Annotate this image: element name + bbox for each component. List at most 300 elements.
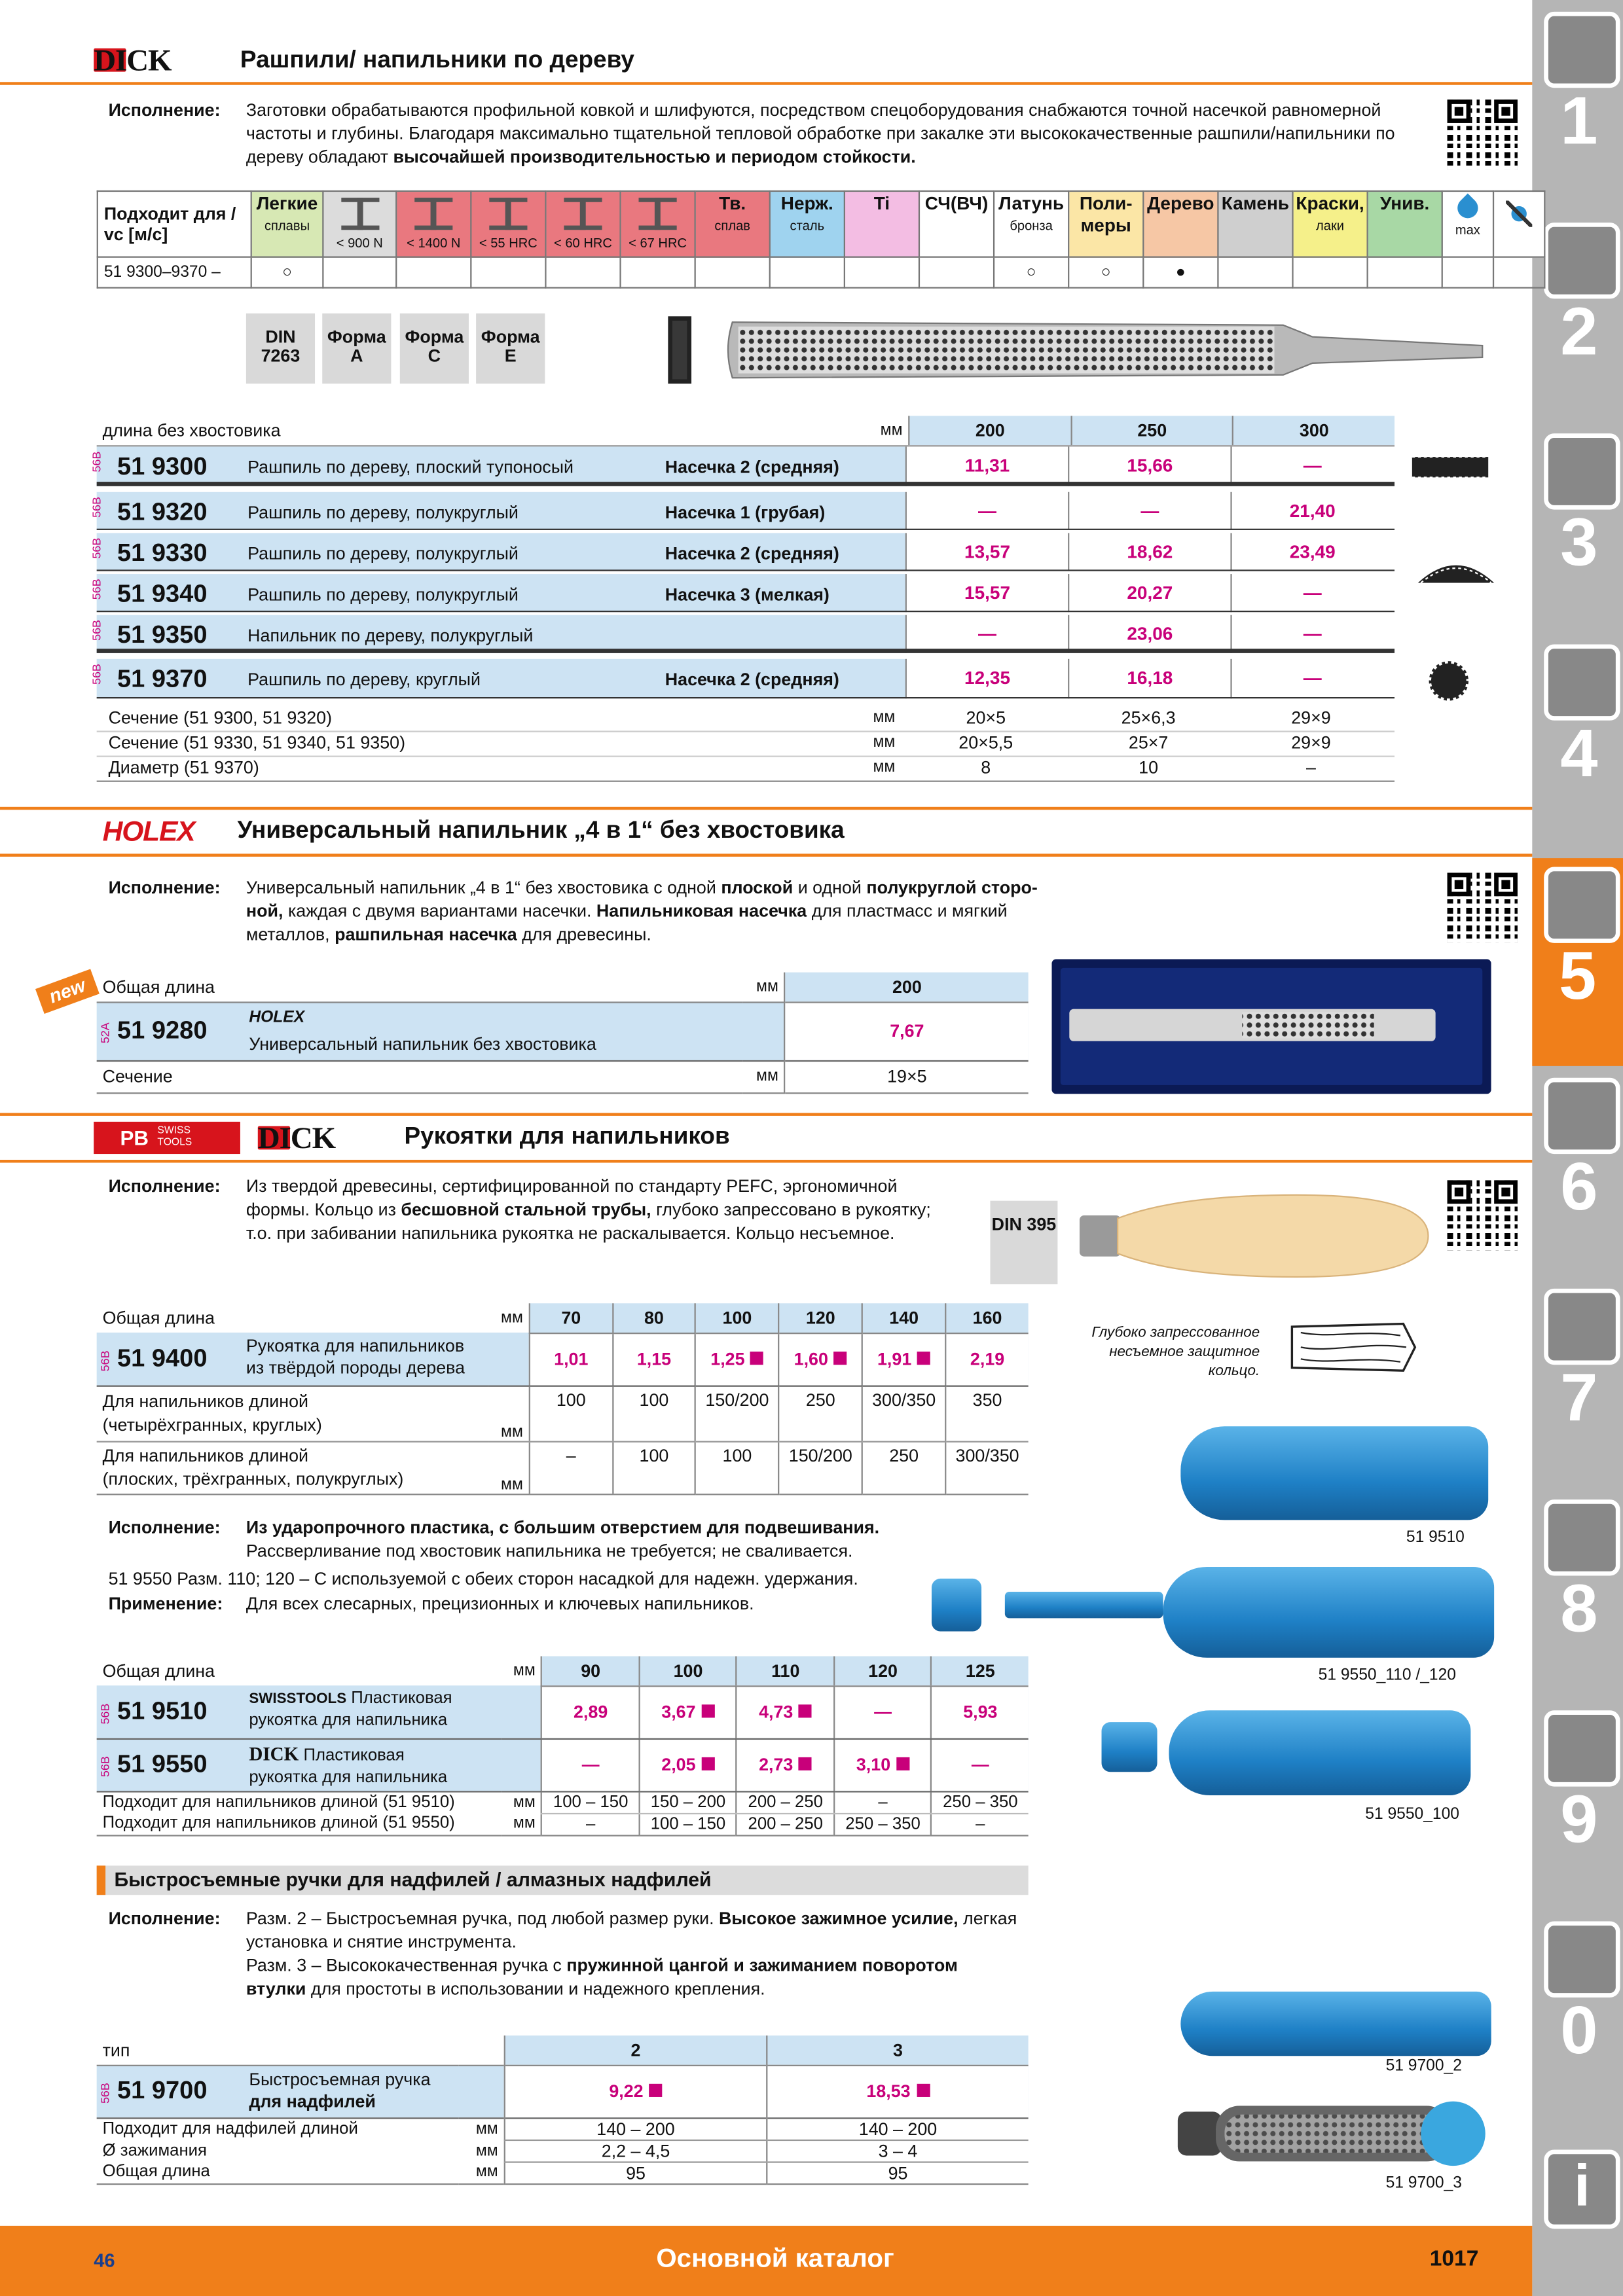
size-header: 3	[767, 2036, 1028, 2065]
steel-beam-icon	[489, 198, 527, 230]
din-badge: DIN 395	[990, 1201, 1057, 1285]
price: 20,27	[1068, 574, 1230, 612]
unit: мм	[513, 1793, 536, 1812]
price: 9,22	[505, 2065, 767, 2118]
price: 15,57	[905, 574, 1068, 612]
new-badge: new	[35, 969, 100, 1013]
price: 2,89	[542, 1685, 640, 1738]
spec-value: 250 – 350	[834, 1813, 932, 1835]
spec-value: –	[1305, 757, 1316, 778]
rasp-image	[668, 310, 1488, 389]
price: —	[834, 1685, 932, 1738]
holex-logo: HOLEX	[102, 817, 195, 848]
spec-value: 140 – 200	[767, 2117, 1028, 2140]
steel-beam-icon	[639, 198, 677, 230]
article-desc: Рашпиль по дереву, полукруглый	[247, 502, 519, 523]
chapter-icon	[1544, 2150, 1620, 2229]
subsection-title: Быстросъемные ручки для надфилей / алмазных надфилей	[114, 1868, 712, 1891]
pb-swiss-tools-logo: PB SWISS TOOLS	[94, 1122, 240, 1154]
article-desc: Быстросъемная ручка для надфилей	[249, 2068, 431, 2111]
size-header: 140	[862, 1303, 945, 1333]
ring-section-drawing	[1286, 1315, 1421, 1379]
spec-value: 29×9	[1291, 732, 1331, 753]
unit: мм	[756, 1067, 778, 1085]
exec-text: Заготовки обрабатываются профильной ковкой и шлифуются, посредством спецоборудования снабжаются точной насечкой равномерной частоты и глубины. Благодаря максимально тщательной тепловой обработке при закалке эти высококачественные рашпили/напильники по дереву обладают высочайшей производительностью и периодом стойкости.	[246, 99, 1395, 168]
material-col: < 900 N	[323, 191, 396, 257]
flat-profile-icon	[1409, 451, 1497, 486]
size-header: 70	[530, 1303, 613, 1333]
exec-label: Исполнение:	[108, 877, 221, 898]
material-col: Ti	[845, 191, 919, 257]
col-header-type: тип	[102, 2039, 130, 2060]
price: —	[1230, 615, 1393, 653]
price: 1,01	[530, 1333, 613, 1386]
steel-beam-icon	[414, 198, 452, 230]
image-label: 51 9700_3	[1385, 2174, 1462, 2193]
spec-label: Подходит для напильников длиной (51 9510)	[102, 1793, 455, 1812]
spec-label: Для напильников длиной (четырёхгранных, круглых)	[97, 1386, 488, 1441]
article-desc: Рашпиль по дереву, полукруглый	[247, 543, 519, 564]
article-desc: Напильник по дереву, полукруглый	[247, 625, 534, 646]
exec-text: Универсальный напильник „4 в 1“ без хвостовика с одной плоской и одной полукруглой сторо- ной, каждая с двумя вариантами насечки. Напильниковая насечка для пластмасс и мягкий металлов, рашпильная насечка для древесины.	[246, 877, 1038, 945]
spec-value: 250	[779, 1386, 862, 1441]
material-col: Камень	[1218, 191, 1292, 257]
material-col: Тв. сплав	[695, 191, 770, 257]
chapter-number: 0	[1560, 1991, 1598, 2068]
application-label: Применение:	[108, 1593, 223, 1614]
material-col: Унив.	[1368, 191, 1442, 257]
price: 23,49	[1230, 533, 1393, 571]
article-number[interactable]: 51 9700	[117, 2076, 208, 2105]
chapter-tab-5[interactable]	[1532, 858, 1623, 1066]
material-col: Дерево	[1143, 191, 1218, 257]
spec-value: –	[542, 1813, 640, 1835]
article-desc: DICK Пластиковая рукоятка для напильника	[249, 1742, 448, 1786]
table-row	[90, 615, 1395, 653]
spec-value: 150/200	[779, 1441, 862, 1494]
unit: мм	[867, 416, 909, 445]
spec-value: 100	[613, 1441, 696, 1494]
chapter-tab-9[interactable]	[1541, 1702, 1617, 1910]
unit: мм	[873, 758, 896, 776]
price: —	[1230, 574, 1393, 612]
spec-value: 200 – 250	[737, 1791, 834, 1813]
application-text: Для всех слесарных, прецизионных и ключевых напильников.	[246, 1593, 754, 1614]
material-mark	[695, 257, 770, 288]
subsection-bar	[97, 1865, 1029, 1895]
size-header: 120	[779, 1303, 862, 1333]
cut-type: Насечка 3 (мелкая)	[665, 584, 830, 605]
price: 2,19	[945, 1333, 1028, 1386]
unit: мм	[873, 733, 896, 751]
size-header: 200	[785, 973, 1029, 1002]
plastic-adapter-image	[1005, 1592, 1163, 1618]
quick-release-handle-image	[1180, 1992, 1491, 2056]
chapter-number: 9	[1560, 1780, 1598, 1857]
price: 18,53	[767, 2065, 1028, 2118]
collet-handle-image	[1172, 2094, 1494, 2176]
chapter-tab-4[interactable]	[1541, 636, 1617, 844]
chapter-tab-3[interactable]	[1541, 425, 1617, 633]
chapter-icon	[1544, 12, 1620, 88]
spec-value: 300/350	[945, 1441, 1028, 1494]
chapter-icon	[1544, 1078, 1620, 1154]
material-mark	[919, 257, 994, 288]
page-number-left: 46	[94, 2249, 115, 2272]
exec-text: Из ударопрочного пластика, с большим отверстием для подвешивания. Рассверливание под хвостовик напильника не требуется; не сваливается.	[246, 1516, 880, 1562]
article-number[interactable]: 51 9510	[117, 1696, 208, 1725]
size-header: 300	[1233, 416, 1395, 445]
spec-value: 19×5	[785, 1060, 1029, 1092]
ring-caption: Глубоко запрессованное несъемное защитное кольцо.	[1091, 1325, 1260, 1380]
chapter-number: 8	[1560, 1570, 1598, 1646]
material-mark	[845, 257, 919, 288]
plastic-handle-image	[1169, 1710, 1470, 1795]
material-mark: ○	[994, 257, 1068, 288]
price: 5,93	[932, 1685, 1029, 1738]
article-desc: SWISSTOOLS Пластиковая рукоятка для напильника	[249, 1689, 452, 1730]
col-header-length: Общая длина	[102, 1660, 215, 1681]
chapter-icon	[1544, 223, 1620, 298]
chapter-icon	[1544, 867, 1620, 943]
cut-type: Насечка 1 (грубая)	[665, 502, 826, 523]
material-mark	[323, 257, 396, 288]
article-number[interactable]: 51 9300	[117, 452, 208, 480]
chapter-tab-0[interactable]	[1541, 1912, 1617, 2121]
spec-value: 29×9	[1291, 707, 1331, 728]
chapter-tab-6[interactable]	[1541, 1069, 1617, 1277]
price: 18,62	[1068, 533, 1230, 571]
material-header: Подходит для / vc [м/с]	[98, 191, 251, 257]
price: 1,25	[695, 1333, 778, 1386]
exec-text: Разм. 2 – Быстросъемная ручка, под любой размер руки. Высокое зажимное усилие, легкая установка и снятие инструмента. Разм. 3 – Высококачественная ручка с пружинной цангой и зажиманием поворотом втулки для простоты в использовании и надежного крепления.	[246, 1908, 1017, 2000]
plastic-cap-image	[1102, 1722, 1158, 1772]
catalog-code: 56B	[90, 451, 103, 473]
spec-value: 8	[981, 757, 991, 778]
table-row	[90, 574, 1395, 612]
spec-value: 20×5,5	[958, 732, 1013, 753]
price: —	[905, 615, 1068, 653]
article-number[interactable]: 51 9320	[117, 497, 208, 526]
unit: мм	[475, 2163, 498, 2181]
unit: мм	[488, 1386, 530, 1441]
spec-value: –	[932, 1813, 1029, 1835]
spec-label: Диаметр (51 9370)	[108, 757, 259, 778]
unit: мм	[488, 1441, 530, 1494]
chapter-number: 4	[1560, 714, 1598, 791]
size-header: 2	[505, 2036, 767, 2065]
article-desc: Рашпиль по дереву, круглый	[247, 669, 481, 690]
material-mark: ○	[1068, 257, 1143, 288]
exec-label: Исполнение:	[108, 1908, 221, 1929]
table-row: 56B 51 9550 DICK Пластиковая рукоятка для напильника	[97, 1738, 542, 1791]
universal-file-image	[1051, 959, 1491, 1094]
catalog-code: 56B	[90, 579, 103, 600]
spec-value: 300/350	[862, 1386, 945, 1441]
spec-value: 3 – 4	[767, 2140, 1028, 2162]
section-title: Рашпили/ напильники по дереву	[240, 46, 634, 73]
price: —	[1230, 446, 1393, 486]
section-title: Рукоятки для напильников	[404, 1123, 730, 1150]
spec-value: 95	[767, 2161, 1028, 2183]
spec-value: 100 – 150	[640, 1813, 737, 1835]
col-header-length: длина без хвостовика	[97, 416, 867, 445]
unit: мм	[756, 978, 778, 996]
qr-code[interactable]	[1448, 1180, 1518, 1250]
material-col: < 55 HRC	[471, 191, 545, 257]
material-mark	[1293, 257, 1368, 288]
size-header: 80	[613, 1303, 696, 1333]
material-col: < 1400 N	[396, 191, 471, 257]
section-divider	[0, 82, 1532, 84]
article-desc: Рашпиль по дереву, плоский тупоносый	[247, 457, 574, 478]
price: 16,18	[1068, 659, 1230, 698]
spec-label: Сечение	[102, 1066, 173, 1087]
info-letter: i	[1573, 2154, 1590, 2219]
chapter-tab-8[interactable]	[1541, 1491, 1617, 1699]
spec-value: –	[834, 1791, 932, 1813]
chapter-tab-2[interactable]	[1541, 214, 1617, 422]
universal-file-table	[97, 973, 1029, 1094]
chapter-tab-7[interactable]	[1541, 1280, 1617, 1488]
material-mark	[1368, 257, 1442, 288]
price: 3,67	[640, 1685, 737, 1738]
spec-label: Для напильников длиной (плоских, трёхгранных, полукруглых)	[97, 1441, 488, 1494]
unit: мм	[873, 708, 896, 726]
section-title: Универсальный напильник „4 в 1“ без хвостовика	[237, 817, 845, 844]
price: 3,10	[834, 1738, 932, 1791]
size-header: 100	[640, 1656, 737, 1685]
catalog-code: 56B	[90, 497, 103, 518]
chapter-number: 5	[1559, 937, 1597, 1014]
no-coolant-icon	[1506, 201, 1532, 227]
unit: мм	[475, 2120, 498, 2138]
article-number[interactable]: 51 9350	[117, 620, 208, 649]
catalog-code: 56B	[90, 620, 103, 641]
spec-row	[97, 730, 1395, 757]
spec-value: –	[530, 1441, 613, 1494]
spec-value: 25×7	[1128, 732, 1169, 753]
price: 13,57	[905, 533, 1068, 571]
size-header: 90	[542, 1656, 640, 1685]
spec-label: Ø зажимания	[102, 2142, 207, 2160]
chapter-number: 3	[1560, 503, 1598, 581]
size-header: 160	[945, 1303, 1028, 1333]
material-mark: ●	[1143, 257, 1218, 288]
price: 2,73	[737, 1738, 834, 1791]
plastic-handle-table	[97, 1656, 1029, 1835]
image-label: 51 9700_2	[1385, 2057, 1462, 2075]
exec-text-extra: 51 9550 Разм. 110; 120 – С используемой с обеих сторон насадкой для надежн. удержания.	[108, 1568, 858, 1589]
spec-value: 100	[613, 1386, 696, 1441]
halfround-profile-icon	[1415, 556, 1497, 588]
material-mark	[471, 257, 545, 288]
material-mark	[1218, 257, 1292, 288]
spec-label: Подходит для надфилей длиной	[102, 2120, 358, 2138]
chapter-tab-1[interactable]	[1541, 3, 1617, 211]
exec-label: Исполнение:	[108, 99, 221, 120]
price: —	[932, 1738, 1029, 1791]
plastic-handle-image	[1180, 1426, 1488, 1520]
norm-badge: Форма E	[476, 314, 545, 384]
spec-value: 25×6,3	[1121, 707, 1176, 728]
size-header: 100	[695, 1303, 778, 1333]
image-label: 51 9550_100	[1365, 1805, 1459, 1823]
round-profile-icon	[1427, 659, 1470, 703]
price: 2,05	[640, 1738, 737, 1791]
spec-label: Подходит для напильников длиной (51 9550)	[102, 1814, 455, 1833]
dick-logo: DICK	[257, 1120, 336, 1156]
spec-value: 250	[862, 1441, 945, 1494]
norm-badge: Форма C	[400, 314, 469, 384]
size-header: 110	[737, 1656, 834, 1685]
spec-label: Общая длина	[102, 2163, 210, 2181]
qr-code[interactable]	[1448, 99, 1518, 170]
col-header-length: Общая длина	[102, 976, 215, 997]
spec-value: 140 – 200	[505, 2117, 767, 2140]
plastic-cap-image	[932, 1579, 981, 1632]
spec-value: 200 – 250	[737, 1813, 834, 1835]
material-mark	[621, 257, 695, 288]
spec-value: 350	[945, 1386, 1028, 1441]
price: 15,66	[1068, 446, 1230, 486]
chapter-icon	[1544, 644, 1620, 720]
material-col: Поли- меры	[1068, 191, 1143, 257]
plastic-handle-image	[1163, 1567, 1494, 1658]
chapter-icon	[1544, 1921, 1620, 1997]
price: 11,31	[905, 446, 1068, 486]
spec-value: 95	[505, 2161, 767, 2183]
page-number-right: 1017	[1429, 2246, 1479, 2272]
spec-row	[97, 706, 1395, 732]
unit: мм	[475, 2142, 498, 2160]
table-row: 52A 51 9280 HOLEX Универсальный напильник без хвостовика	[99, 1009, 596, 1054]
unit: мм	[513, 1814, 536, 1833]
spec-value: 150/200	[695, 1386, 778, 1441]
price: —	[542, 1738, 640, 1791]
material-row-label: 51 9300–9370 –	[98, 257, 251, 288]
steel-beam-icon	[564, 198, 602, 230]
table-row	[90, 533, 1395, 571]
price: 21,40	[1230, 492, 1393, 530]
material-col: Латунь бронза	[994, 191, 1068, 257]
article-number[interactable]: 51 9330	[117, 539, 208, 567]
table-row: 56B 51 9700 Быстросъемная ручка для надфилей	[97, 2065, 505, 2118]
table-row	[90, 659, 1395, 698]
material-col	[1493, 191, 1544, 257]
exec-label: Исполнение:	[108, 1516, 221, 1538]
needle-file-handle-table	[97, 2036, 1029, 2184]
chapter-number: 6	[1560, 1148, 1598, 1225]
price: 1,15	[613, 1333, 696, 1386]
catalog-code: 56B	[90, 537, 103, 559]
wooden-handle-table	[97, 1303, 1029, 1494]
unit: мм	[513, 1662, 536, 1680]
material-col: Нерж. сталь	[770, 191, 845, 257]
material-mark	[545, 257, 620, 288]
article-number[interactable]: 51 9340	[117, 580, 208, 608]
material-col: Легкие сплавы	[251, 191, 323, 257]
cut-type: Насечка 2 (средняя)	[665, 669, 839, 690]
spec-value: 100 – 150	[542, 1791, 640, 1813]
price: —	[905, 492, 1068, 530]
size-header: 200	[909, 416, 1071, 445]
spec-value: 10	[1139, 757, 1159, 778]
image-label: 51 9550_110 /_120	[1318, 1666, 1456, 1685]
price: 12,35	[905, 659, 1068, 698]
material-mark	[396, 257, 471, 288]
table-row: 56B 51 9400 Рукоятка для напильников из твёрдой породы дерева	[97, 1333, 530, 1386]
material-col: < 67 HRC	[621, 191, 695, 257]
size-header: 125	[932, 1656, 1029, 1685]
material-col: Краски, лаки	[1293, 191, 1368, 257]
steel-beam-icon	[340, 198, 378, 230]
spec-label: Сечение (51 9300, 51 9320)	[108, 707, 333, 728]
chapter-icon	[1544, 1289, 1620, 1365]
col-header-length: Общая длина	[102, 1307, 215, 1329]
catalog-code: 56B	[90, 664, 103, 685]
chapter-number: 2	[1560, 293, 1598, 369]
exec-text: Из твердой древесины, сертифицированной по стандарту PEFC, эргономичной формы. Кольцо из бесшовной стальной трубы, глубоко запрессовано в рукоятку; т.о. при забивании напильника рукоятка не раскалывается. Кольцо несъемное.	[246, 1175, 931, 1244]
spec-value: 150 – 200	[640, 1791, 737, 1813]
table-row	[90, 492, 1395, 530]
coolant-icon	[1453, 194, 1482, 223]
table-row	[90, 446, 1395, 486]
article-desc: Рашпиль по дереву, полукруглый	[247, 584, 519, 605]
dick-logo: DICK	[94, 42, 172, 78]
wooden-handle-image	[1076, 1189, 1435, 1283]
chapter-icon	[1544, 433, 1620, 509]
material-mark	[770, 257, 845, 288]
price: —	[1230, 659, 1393, 698]
norm-badge: DIN 7263	[246, 314, 315, 384]
article-number[interactable]: 51 9400	[117, 1344, 208, 1372]
article-number[interactable]: 51 9280	[117, 1016, 208, 1045]
holex-small-logo: HOLEX	[249, 1009, 305, 1027]
material-table	[97, 190, 1546, 289]
size-header: 120	[834, 1656, 932, 1685]
norm-badge: Форма A	[322, 314, 391, 384]
footer-title: Основной каталог	[656, 2243, 894, 2273]
qr-code[interactable]	[1448, 872, 1518, 942]
cut-type: Насечка 2 (средняя)	[665, 457, 839, 478]
article-number[interactable]: 51 9370	[117, 664, 208, 693]
rasp-price-table	[97, 416, 1395, 446]
chapter-number: 1	[1560, 82, 1598, 158]
article-desc: Рукоятка для напильников из твёрдой породы дерева	[246, 1335, 465, 1378]
size-header: 250	[1071, 416, 1233, 445]
price: —	[1068, 492, 1230, 530]
price: 1,60	[779, 1333, 862, 1386]
unit: мм	[501, 1309, 523, 1327]
spec-value: 2,2 – 4,5	[505, 2140, 767, 2162]
table-row: 56B 51 9510 SWISSTOOLS Пластиковая рукоятка для напильника	[97, 1685, 542, 1738]
spec-row	[97, 755, 1395, 781]
chapter-icon	[1544, 1499, 1620, 1575]
article-desc: Универсальный напильник без хвостовика	[249, 1033, 596, 1054]
spec-value: 250 – 350	[932, 1791, 1029, 1813]
spec-value: 100	[530, 1386, 613, 1441]
material-mark	[1442, 257, 1493, 288]
spec-label: Сечение (51 9330, 51 9340, 51 9350)	[108, 732, 406, 753]
article-number[interactable]: 51 9550	[117, 1749, 208, 1778]
price: 4,73	[737, 1685, 834, 1738]
material-col: СЧ(ВЧ)	[919, 191, 994, 257]
chapter-tab-i[interactable]	[1541, 2129, 1617, 2293]
price: 23,06	[1068, 615, 1230, 653]
cut-type: Насечка 2 (средняя)	[665, 543, 839, 564]
material-col: max	[1442, 191, 1493, 257]
